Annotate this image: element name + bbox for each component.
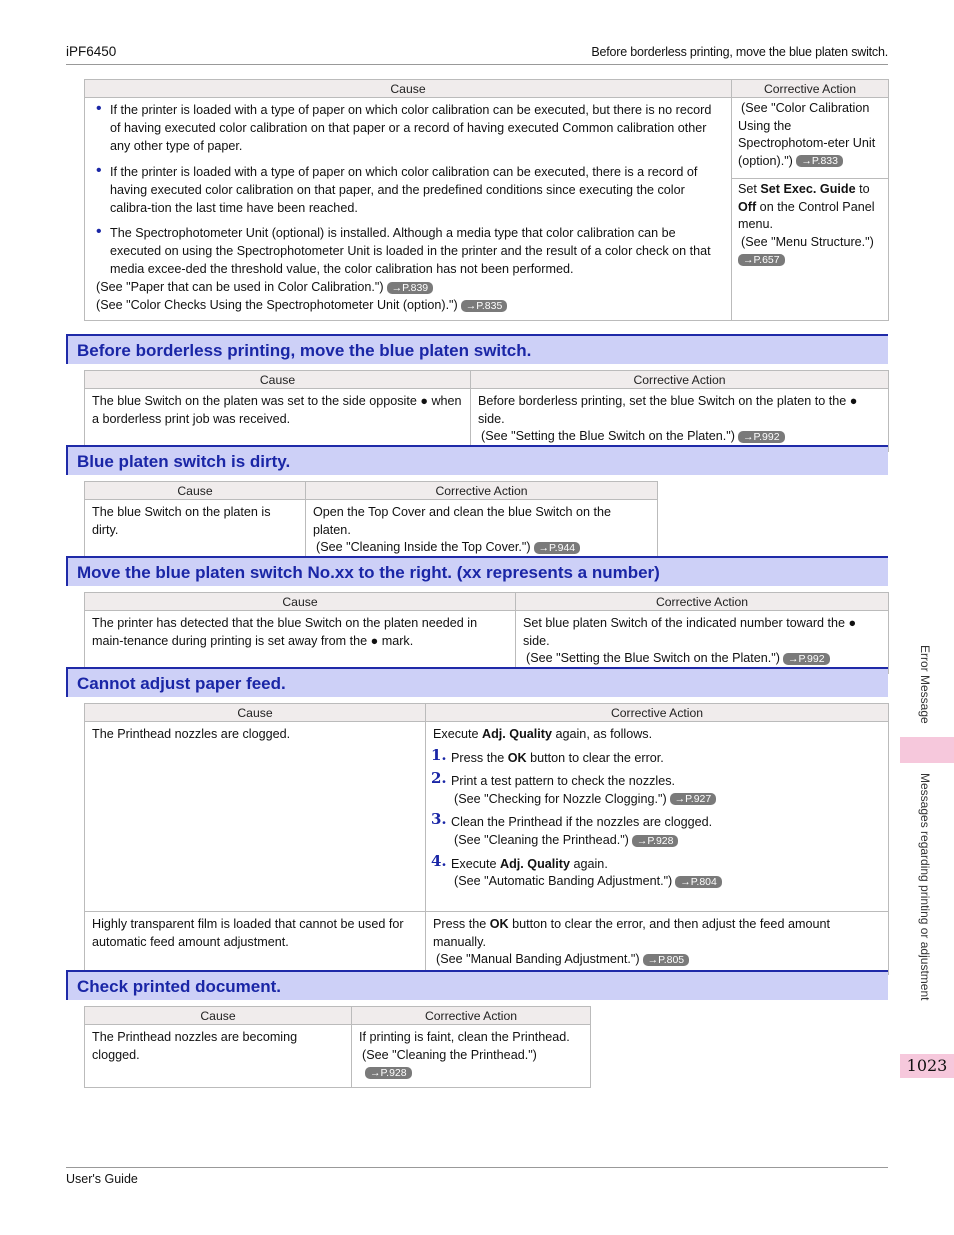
reference-nozzle-clogging: (See "Checking for Nozzle Clogging.") →P.927 xyxy=(451,791,881,809)
section-heading-check-document xyxy=(66,970,888,1000)
reference-menu-structure: (See "Menu Structure.") xyxy=(741,234,874,249)
header-product-name: iPF6450 xyxy=(66,44,117,59)
step-number: 1. xyxy=(431,745,447,764)
cause-header: Cause xyxy=(85,704,426,722)
action-header: Corrective Action xyxy=(732,80,889,98)
step-4: 4. Execute Adj. Quality again. (See "Automatic Banding Adjustment.") →P.804 xyxy=(433,856,881,891)
text: to xyxy=(855,181,870,196)
cause-header: Cause xyxy=(85,593,516,611)
section-heading-dirty-switch xyxy=(66,445,888,475)
color-calibration-table xyxy=(84,79,889,321)
cause-cell: The blue Switch on the platen was set to the side opposite ● when a borderless print job was received. xyxy=(85,389,471,452)
cause-header: Cause xyxy=(85,482,306,500)
action-cell: Set blue platen Switch of the indicated number toward the ● side. (See "Setting the Blue Switch on the Platen.") →P.992 xyxy=(516,611,889,674)
page-link-928[interactable]: →P.928 xyxy=(632,835,679,847)
page-link-839[interactable]: →P.839 xyxy=(387,282,434,294)
section-heading-borderless xyxy=(66,334,888,364)
cause-bullet: • The Spectrophotometer Unit (optional) is installed. Although a media type that color calibration can be executed on using the Spectrophotometer Unit is loaded in the printer and the result of a color check on that media excee-ded the threshold value, the color calibration has not been performed. (See "Paper that can be used in Color Calibration.") →P.839 (See "Color Checks Using the Spectrophotometer Unit (option).") →P.835 xyxy=(92,225,724,315)
footer-guide-name: User's Guide xyxy=(66,1172,138,1186)
page-link-928[interactable]: →P.928 xyxy=(365,1067,412,1079)
page-link-835[interactable]: →P.835 xyxy=(461,300,508,312)
action-cell-steps xyxy=(426,722,889,912)
text: Set xyxy=(738,181,761,196)
action-cell: If printing is faint, clean the Printhead. (See "Cleaning the Printhead.")→P.928 xyxy=(352,1025,591,1088)
reference-cleaning-printhead: (See "Cleaning the Printhead.") →P.928 xyxy=(451,832,881,850)
step-number: 2. xyxy=(431,769,447,788)
page-link-657[interactable]: →P.657 xyxy=(738,254,785,266)
page-link-992[interactable]: →P.992 xyxy=(783,653,830,665)
reference-color-checks: (See "Color Checks Using the Spectrophotometer Unit (option).") →P.835 xyxy=(96,297,724,315)
action-header: Corrective Action xyxy=(306,482,658,500)
page-link-804[interactable]: →P.804 xyxy=(675,876,722,888)
cause-cell: The blue Switch on the platen is dirty. xyxy=(85,500,306,563)
menu-item-adj-quality: Adj. Quality xyxy=(482,727,552,741)
reference-blue-switch: (See "Setting the Blue Switch on the Platen.") →P.992 xyxy=(478,428,881,446)
page-link-992[interactable]: →P.992 xyxy=(738,431,785,443)
cause-header: Cause xyxy=(85,371,471,389)
cause-cell: The printer has detected that the blue Switch on the platen needed in main-tenance during printing is set away from the ● mark. xyxy=(85,611,516,674)
cause-cell: Highly transparent film is loaded that cannot be used for automatic feed amount adjustment. xyxy=(85,912,426,975)
dirty-switch-table xyxy=(84,481,658,563)
reference-paper-color-calibration: (See "Paper that can be used in Color Calibration.") →P.839 xyxy=(96,279,724,297)
action-header: Corrective Action xyxy=(426,704,889,722)
header-section-title: Before borderless printing, move the blue platen switch. xyxy=(591,45,888,59)
move-switch-table xyxy=(84,592,889,674)
section-title: Blue platen switch is dirty. xyxy=(77,452,291,471)
menu-item-adj-quality: Adj. Quality xyxy=(500,856,570,871)
cause-header: Cause xyxy=(85,80,732,98)
section-title: Check printed document. xyxy=(77,977,282,996)
step-number: 3. xyxy=(431,810,447,829)
action-cell: Before borderless printing, set the blue Switch on the platen to the ● side. (See "Setting the Blue Switch on the Platen.") →P.992 xyxy=(471,389,889,452)
reference-manual-banding: (See "Manual Banding Adjustment.") →P.805 xyxy=(433,951,881,969)
section-title: Move the blue platen switch No.xx to the right. (xx represents a number) xyxy=(77,563,660,582)
section-heading-move-switch xyxy=(66,556,888,586)
borderless-table xyxy=(84,370,889,452)
text: Execute xyxy=(433,727,483,741)
page-link-805[interactable]: →P.805 xyxy=(643,954,690,966)
action-header: Corrective Action xyxy=(352,1007,591,1025)
cause-bullet: • If the printer is loaded with a type of paper on which color calibration can be executed, but there is no record of having executed color calibration on that paper or a record of having executed Common calibration other any other type of paper. xyxy=(92,102,724,156)
header-rule xyxy=(66,64,888,65)
action-cell: Open the Top Cover and clean the blue Switch on the platen. (See "Cleaning Inside the Top Cover.") →P.944 xyxy=(306,500,658,563)
step-number: 4. xyxy=(431,851,447,870)
check-document-table xyxy=(84,1006,591,1088)
reference-cleaning-printhead: (See "Cleaning the Printhead.")→P.928 xyxy=(362,1047,537,1079)
reference-cleaning-top-cover: (See "Cleaning Inside the Top Cover.") →P.944 xyxy=(313,539,650,557)
page-link-944[interactable]: →P.944 xyxy=(534,542,581,554)
page-link-927[interactable]: →P.927 xyxy=(670,793,717,805)
action-header: Corrective Action xyxy=(516,593,889,611)
page-number: 1023 xyxy=(900,1054,954,1078)
action-cell-exec-guide xyxy=(732,178,889,320)
reference-color-calibration-spectro: (See "Color Calibration Using the Spectrophotom-eter Unit (option).") xyxy=(738,101,876,168)
section-title: Cannot adjust paper feed. xyxy=(77,674,286,693)
step-1: 1. Press the OK button to clear the error. xyxy=(431,745,664,765)
cause-header: Cause xyxy=(85,1007,352,1025)
footer-rule xyxy=(66,1167,888,1168)
section-title: Before borderless printing, move the blue platen switch. xyxy=(77,341,532,360)
ok-button-label: OK xyxy=(489,917,509,931)
action-cell: Press the OK button to clear the error, and then adjust the feed amount manually. (See "Manual Banding Adjustment.") →P.805 xyxy=(426,912,889,975)
side-tab-error-message[interactable]: Error Message xyxy=(918,645,932,724)
value-off: Off xyxy=(738,199,757,214)
cause-cell xyxy=(85,98,732,321)
cause-cell: The Printhead nozzles are clogged. xyxy=(85,722,426,912)
text: on the Control Panel menu. xyxy=(738,199,875,232)
paper-feed-table xyxy=(84,703,889,975)
action-cell-calibration xyxy=(732,98,889,179)
step-3: 3. Clean the Printhead if the nozzles are clogged. (See "Cleaning the Printhead.") →P.928 xyxy=(433,814,881,849)
reference-auto-banding: (See "Automatic Banding Adjustment.") →P.804 xyxy=(451,873,881,891)
cause-bullet: • If the printer is loaded with a type of paper on which color calibration can be executed, there is a record of having executed color calibration on that paper, and the predefined conditions since executing the color calibra-tion the last time have been reached. xyxy=(92,164,724,218)
cause-cell: The Printhead nozzles are becoming clogged. xyxy=(85,1025,352,1088)
ok-button-label: OK xyxy=(507,750,527,765)
action-header: Corrective Action xyxy=(471,371,889,389)
side-tab-marker xyxy=(900,737,954,763)
text: again, as follows. xyxy=(552,727,653,741)
reference-blue-switch: (See "Setting the Blue Switch on the Platen.") →P.992 xyxy=(523,650,881,668)
section-heading-paper-feed xyxy=(66,667,888,697)
page-link-833[interactable]: →P.833 xyxy=(796,155,843,167)
step-2: 2. Print a test pattern to check the nozzles. (See "Checking for Nozzle Clogging.") →P.927 xyxy=(433,773,881,808)
menu-item-set-exec-guide: Set Exec. Guide xyxy=(760,181,856,196)
side-tab-printing-adjustment[interactable]: Messages regarding printing or adjustment xyxy=(918,773,932,1001)
